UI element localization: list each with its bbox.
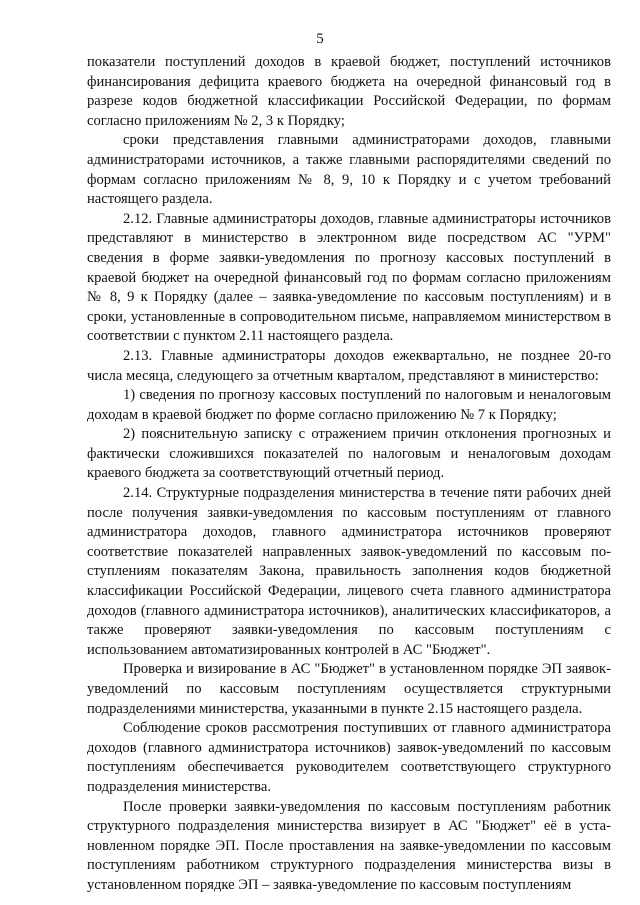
paragraph-2-14: 2.14. Структурные подразделения министерства в течение пяти рабочих дней после получения заявки-уведомления по кассовым поступлениям от главного администратора доходов, главного администратора источников проверяют соответствие показателей направленных заявок-уведомлений по кассовым поступлениям показателям Закона, правильность заполнения кодов бюджетной классификации Российской Федерации, лицевого счета главного администратора доходов (главного администратора источников), аналитических классификаторов, а также проверяют заявки-уведомления по кассовым поступлениям с использованием автоматизированных контролей в АС "Бюджет". xyxy=(87,485,611,658)
paragraph-deadlines: сроки представления главными администраторами доходов, главными администраторами источников, а также главными распорядителями сведений по формам согласно приложениям № 8, 9, 10 к Порядку и с учетом требований настоящего раздела. xyxy=(87,132,611,208)
paragraph-2-13-item-2: 2) пояснительную записку с отражением причин отклонения прогнозных и фактически сложившихся показателей по налоговым и неналоговым доходам краевого бюджета за соответствующий отчетный период. xyxy=(87,426,611,482)
paragraph-deadline-compliance: Соблюдение сроков рассмотрения поступивших от главного администратора доходов (главного администратора источников) заявок-уведомлений по кассовым поступлениям обеспечивается руководителем соответствующего структурного подразделения министерства. xyxy=(87,720,611,795)
paragraph-continuation: показатели поступлений доходов в краевой бюджет, поступлений источников финансирования дефицита краевого бюджета на очередной финансовый год в разрезе кодов бюджетной классификации Российской Федерации, по формам согласно приложениям № 2, 3 к Порядку; xyxy=(87,54,611,129)
paragraph-2-13-item-1: 1) сведения по прогнозу кассовых поступлений по налоговым и неналоговым доходам в краевой бюджет по форме согласно приложению № 7 к Порядку; xyxy=(87,387,611,423)
paragraph-2-12: 2.12. Главные администраторы доходов, главные администраторы источников представляют в министерство в электронном виде посредством АС "УРМ" сведения в форме заявки-уведомления по прогнозу кассовых поступлений в краевой бюджет на очередной финансовый год по формам согласно приложениям № 8, 9 к Порядку (далее – заявка-уведомление по кассовым поступлениям) и в сроки, установленные в сопроводительном письме, направляемом министерством в соответствии с пунктом 2.11 настоящего раздела. xyxy=(87,210,611,345)
paragraph-2-13: 2.13. Главные администраторы доходов ежеквартально, не позднее 20-го числа месяца, следующего за отчетным кварталом, представляют в министерство: xyxy=(87,347,611,384)
page-number: 5 xyxy=(316,31,324,47)
paragraph-verification: Проверка и визирование в АС "Бюджет" в установленном порядке ЭП заявок-уведомлений по кассовым поступлениям осуществляется структурными подразделениями министерства, указанными в пункте 2.15 настоящего раздела. xyxy=(87,661,611,717)
document-body xyxy=(87,53,611,896)
paragraph-after-verification: После проверки заявки-уведомления по кассовым поступлениям работник структурного подразделения министерства визирует в АС "Бюджет" её в установленном порядке ЭП. После проставления на заявке-уведомлении по кассовым поступлениям работником структурного подразделения министерства визы в установленном порядке ЭП – заявка-уведомление по кассовым поступлениям xyxy=(87,798,611,893)
